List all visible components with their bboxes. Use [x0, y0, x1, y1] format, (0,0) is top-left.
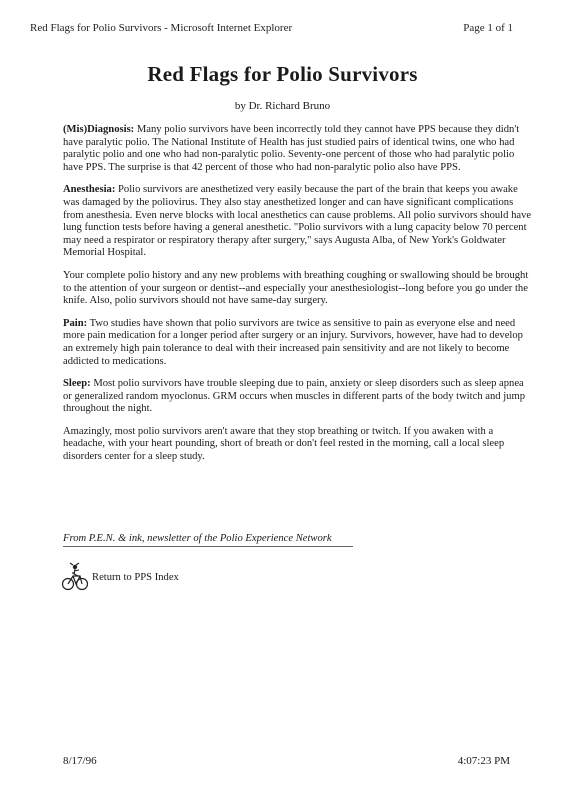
paragraph-polio-history [63, 270, 533, 308]
page-title: Red Flags for Polio Survivors [147, 62, 418, 86]
paragraph-sleep [63, 378, 533, 416]
paragraph-text: Polio survivors are anesthetized very easily because the part of the brain that keeps you awake was damaged by the poliovirus. They also stay anesthetized longer and can have significant complications from anesthesia. Even nerve blocks with local anesthetics can cause problems. All polio survivors should have lung function tests before having a general anesthetic. "Polio survivors with a lung capacity below 70 percent may need a respirator or respiratory therapy after surgery," says Augusta Alba, of New York's Goldwater Memorial Hospital. [63, 184, 532, 259]
footer-time: 4:07:23 PM [457, 755, 510, 767]
paragraph-anesthesia [63, 184, 533, 260]
paragraph-text: Two studies have shown that polio survivors are twice as sensitive to pain as everyone else and need more pain medication for a longer period after surgery or an injury. Survivors, however, have had to develop an extremely high pain tolerance to deal with their increased pain sensitivity and are not likely to become addicted to medications. [63, 317, 523, 367]
window-title: Red Flags for Polio Survivors - Microsoft Internet Explorer [30, 22, 293, 34]
paragraph-label: Anesthesia: [63, 184, 116, 196]
page-indicator: Page 1 of 1 [463, 22, 513, 34]
paragraph-misdiagnosis [63, 124, 533, 174]
bicycle-rider-icon[interactable] [60, 562, 90, 592]
paragraph-label: Sleep: [63, 378, 91, 390]
footer-date: 8/17/96 [63, 755, 97, 767]
byline: by Dr. Richard Bruno [234, 100, 331, 112]
source-text: From P.E.N. & ink, newsletter of the Polio Experience Network [63, 533, 332, 544]
paragraph-text: Your complete polio history and any new problems with breathing coughing or swallowing should be brought to the attention of your surgeon or dentist--and especially your anesthesiologist--long before you go under the knife. Also, polio survivors should not have same-day surgery. [63, 269, 529, 307]
source-citation [63, 533, 363, 544]
paragraph-text: Many polio survivors have been incorrectly told they cannot have PPS because they didn't have paralytic polio. The National Institute of Health has just studied pairs of identical twins, one who had paralytic polio and one who had non-paralytic polio. Seventy-one percent of those who had paralytic polio have PPS. The surprise is that 42 percent of those who had non-paralytic polio also have PPS. [63, 124, 520, 173]
divider [63, 546, 353, 547]
article-body [63, 124, 533, 474]
paragraph-label: (Mis)Diagnosis: [63, 124, 135, 135]
paragraph-text: Most polio survivors have trouble sleeping due to pain, anxiety or sleep disorders such as sleep apnea or generalized random myoclonus. GRM occurs when muscles in different parts of the body twitch and jump throughout the night. [63, 378, 525, 415]
paragraph-pain [63, 318, 533, 368]
paragraph-label: Pain: [63, 317, 88, 329]
paragraph-breathing [63, 426, 533, 464]
paragraph-text: Amazingly, most polio survivors aren't aware that they stop breathing or twitch. If you awaken with a headache, with your heart pounding, short of breath or don't feel rested in the morning, call a local sleep disorders center for a sleep study. [63, 425, 505, 463]
return-to-pps-index-link[interactable]: Return to PPS Index [92, 572, 179, 583]
